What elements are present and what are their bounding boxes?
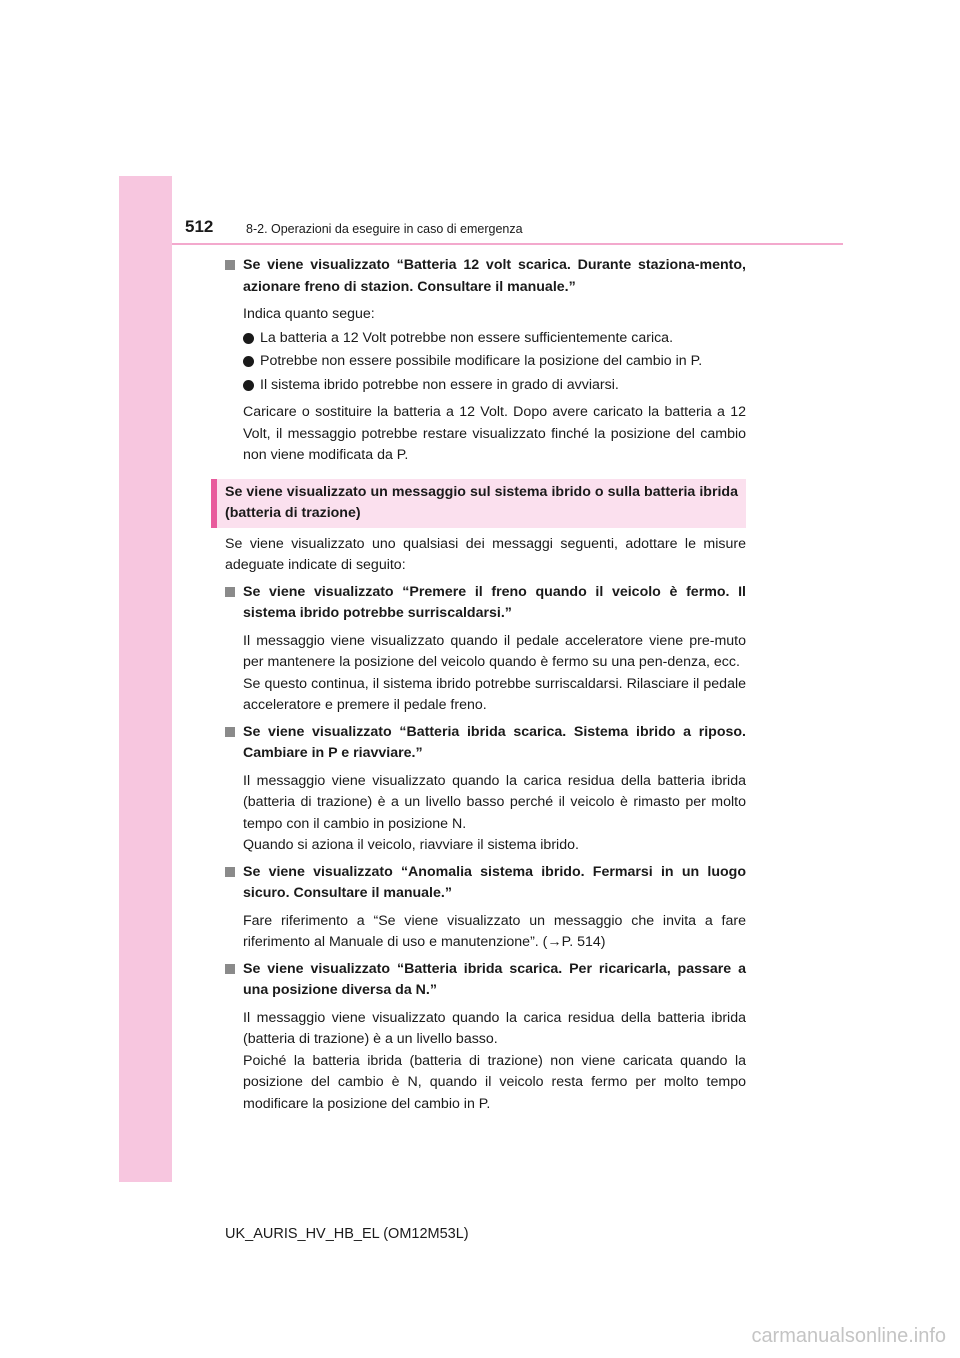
block-text: Se questo continua, il sistema ibrido potrebbe surriscaldarsi. Rilasciare il pedale acceleratore e premere il pedale freno.: [243, 675, 746, 713]
section-callout: Se viene visualizzato un messaggio sul sistema ibrido o sulla batteria ibrida (batteria di trazione): [211, 479, 746, 528]
list-item: Potrebbe non essere possibile modificare la posizione del cambio in P.: [243, 351, 746, 373]
circle-bullet-icon: [243, 380, 254, 391]
page-content: [225, 250, 746, 1115]
square-bullet-icon: [225, 587, 235, 597]
block-title: Se viene visualizzato “Batteria ibrida scarica. Per ricaricarla, passare a una posizione diversa da N.”: [243, 960, 746, 998]
square-bullet-icon: [225, 867, 235, 877]
list-item: La batteria a 12 Volt potrebbe non essere sufficientemente carica.: [243, 328, 746, 350]
square-bullet-icon: [225, 964, 235, 974]
block-hybrid-battery-low: [225, 722, 746, 857]
block-brake-warning: [225, 582, 746, 717]
circle-bullet-icon: [243, 356, 254, 367]
side-tab-strip: [119, 176, 172, 1182]
block-title: Se viene visualizzato “Premere il freno quando il veicolo è fermo. Il sistema ibrido potrebbe surriscaldarsi.”: [243, 583, 746, 621]
block-hybrid-battery-recharge: [225, 959, 746, 1116]
block-text: Caricare o sostituire la batteria a 12 Volt. Dopo avere caricato la batteria a 12 Volt, il messaggio potrebbe restare visualizzato finché la posizione del cambio non viene modificata da P.: [243, 404, 746, 463]
block-title: Se viene visualizzato “Anomalia sistema ibrido. Fermarsi in un luogo sicuro. Consultare il manuale.”: [243, 863, 746, 901]
page-number: 512: [185, 217, 214, 236]
block-text: Quando si aziona il veicolo, riavviare il sistema ibrido.: [243, 837, 579, 853]
block-battery-12v: [225, 255, 746, 467]
footer-code: UK_AURIS_HV_HB_EL (OM12M53L): [225, 1226, 469, 1242]
block-text: Fare riferimento a “Se viene visualizzato un messaggio che invita a fare riferimento al Manuale di uso e manutenzione”. (→P. 514): [243, 912, 746, 950]
section-header: 8-2. Operazioni da eseguire in caso di emergenza: [246, 222, 523, 236]
circle-bullet-icon: [243, 333, 254, 344]
block-text: Il messaggio viene visualizzato quando il pedale acceleratore viene pre-muto per mantenere la posizione del veicolo quando è fermo su una pen-denza, ecc.: [243, 632, 746, 670]
square-bullet-icon: [225, 727, 235, 737]
block-intro: Indica quanto segue:: [243, 306, 375, 322]
block-text: Poiché la batteria ibrida (batteria di trazione) non viene caricata quando la posizione del cambio è N, quando il veicolo resta fermo per molto tempo modificare la posizione del cambio in P.: [243, 1052, 746, 1112]
list-item: Il sistema ibrido potrebbe non essere in grado di avviarsi.: [243, 375, 746, 397]
block-title: Se viene visualizzato “Batteria 12 volt scarica. Durante staziona-mento, azionare freno di stazion. Consultare il manuale.”: [243, 257, 746, 295]
watermark: carmanualsonline.info: [751, 1325, 946, 1347]
section-intro: Se viene visualizzato uno qualsiasi dei messaggi seguenti, adottare le misure adeguate indicate di seguito:: [225, 535, 746, 573]
header-rule: [172, 243, 843, 245]
block-hybrid-malfunction: [225, 862, 746, 954]
block-text: Il messaggio viene visualizzato quando la carica residua della batteria ibrida (batteria di trazione) è a un livello basso.: [243, 1009, 746, 1047]
block-text: Il messaggio viene visualizzato quando la carica residua della batteria ibrida (batteria di trazione) è a un livello basso perché il veicolo è rimasto per molto tempo con il cambio in posizione N.: [243, 772, 746, 832]
square-bullet-icon: [225, 260, 235, 270]
block-title: Se viene visualizzato “Batteria ibrida scarica. Sistema ibrido a riposo. Cambiare in P e riavviare.”: [243, 723, 746, 761]
